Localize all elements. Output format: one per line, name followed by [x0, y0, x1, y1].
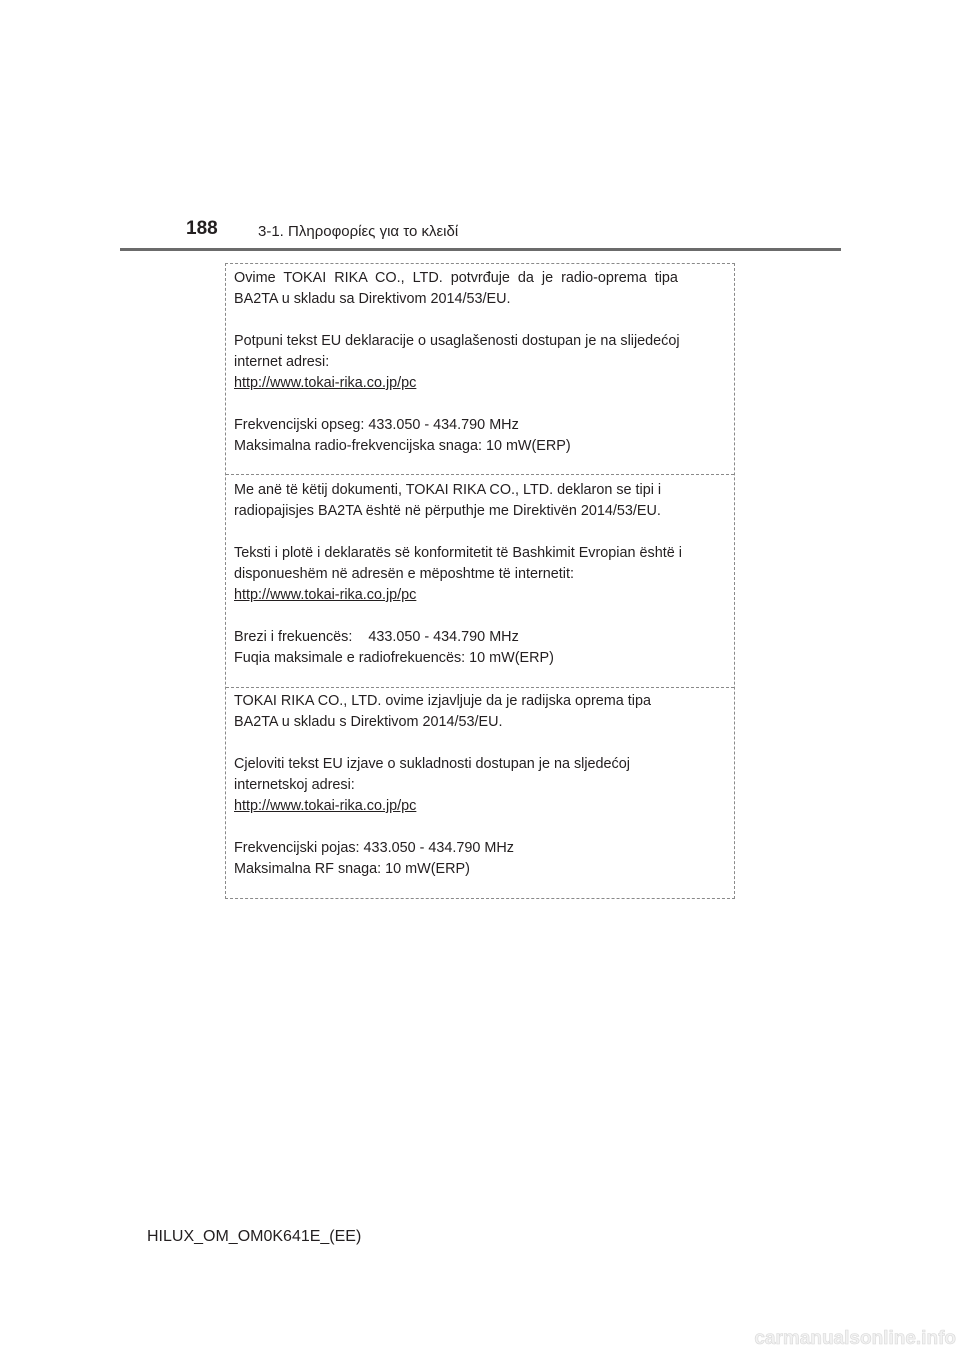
spacer — [234, 733, 734, 754]
declaration-line: BA2TA u skladu s Direktivom 2014/53/EU. — [234, 714, 503, 730]
declaration-line: disponueshëm në adresën e mëposhtme të internetit: — [234, 566, 574, 582]
spacer — [234, 394, 734, 415]
declaration-url-link[interactable]: http://www.tokai-rika.co.jp/pc — [234, 375, 417, 391]
watermark-logo — [730, 1326, 960, 1350]
svg-text:carmanualsonline.info: carmanualsonline.info — [754, 1328, 956, 1349]
declaration-line: Maksimalna radio-frekvencijska snaga: 10 mW(ERP) — [234, 438, 571, 454]
page-header — [120, 214, 841, 251]
declaration-line: Maksimalna RF snaga: 10 mW(ERP) — [234, 861, 470, 877]
declaration-line: Fuqia maksimale e radiofrekuencës: 10 mW(ERP) — [234, 650, 554, 666]
declaration-line: Cjeloviti tekst EU izjave o sukladnosti dostupan je na sljedećoj — [234, 756, 630, 772]
declaration-line: Me anë të këtij dokumenti, TOKAI RIKA CO., LTD. deklaron se tipi i — [234, 482, 662, 498]
declaration-line: internetskoj adresi: — [234, 777, 355, 793]
declaration-block-1 — [226, 268, 734, 457]
declaration-block-2 — [226, 474, 734, 669]
declaration-line: BA2TA u skladu sa Direktivom 2014/53/EU. — [234, 291, 511, 307]
section-title: 3-1. Πληροφορίες για το κλειδί — [258, 223, 459, 240]
declaration-line: Frekvencijski opseg: 433.050 - 434.790 MHz — [234, 417, 519, 433]
page-number: 188 — [186, 218, 218, 239]
declaration-url-link[interactable]: http://www.tokai-rika.co.jp/pc — [234, 798, 417, 814]
spacer — [234, 817, 734, 838]
declaration-url-link[interactable]: http://www.tokai-rika.co.jp/pc — [234, 587, 417, 603]
declaration-line: internet adresi: — [234, 354, 330, 370]
spacer — [234, 606, 734, 627]
spacer — [234, 522, 734, 543]
declaration-line: Frekvencijski pojas: 433.050 - 434.790 MHz — [234, 840, 514, 856]
declaration-line: TOKAI RIKA CO., LTD. ovime izjavljuje da je radijska oprema tipa — [234, 693, 651, 709]
declaration-block-3 — [226, 687, 734, 880]
declaration-box — [225, 263, 735, 899]
manual-code: HILUX_OM_OM0K641E_(EE) — [147, 1228, 362, 1245]
declaration-line: Brezi i frekuencës: 433.050 - 434.790 MHz — [234, 629, 519, 645]
declaration-line: Ovime TOKAI RIKA CO., LTD. potvrđuje da je radio-oprema tipa — [234, 270, 678, 286]
watermark-logo-graphic — [730, 1326, 960, 1350]
declaration-line: Teksti i plotë i deklaratës së konformitetit të Bashkimit Evropian është i — [234, 545, 682, 561]
declaration-line: radiopajisjes BA2TA është në përputhje me Direktivën 2014/53/EU. — [234, 503, 661, 519]
spacer — [234, 310, 734, 331]
declaration-line: Potpuni tekst EU deklaracije o usaglašenosti dostupan je na slijedećoj — [234, 333, 680, 349]
